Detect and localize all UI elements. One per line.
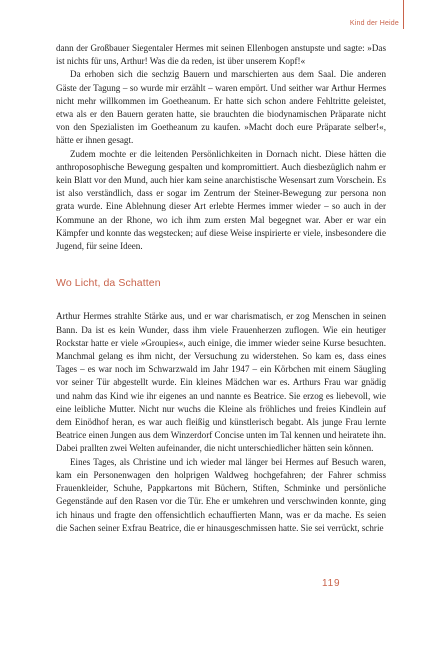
page-number: 119 (322, 578, 341, 589)
section-heading: Wo Licht, da Schatten (56, 277, 161, 290)
paragraph: Da erhoben sich die sechzig Bauern und marschierten aus dem Saal. Die anderen Gäste der Tagung – so wurde mir erzählt – waren empört. Und seither war Arthur Hermes nicht mehr willkommen im Goetheanum. Er hatte sich schon andere Fehltritte geleistet, etwa als er den Bauern geraten hatte, sie brauchten die biodynamischen Präparate nicht von den Spezialisten im Goetheanum zu kaufen. »Macht doch eure Präparate selber!«, hätte er ihnen gesagt. (56, 69, 386, 146)
paragraph: Arthur Hermes strahlte Stärke aus, und er war charismatisch, er zog Menschen in seinen Bann. Da ist es kein Wunder, dass ihm viele Frauenherzen zuflogen. Wie ein heutiger Rockstar hatte er viele »Groupies«, auch einige, die immer wieder seine Kurse besuchten. Manchmal gelang es ihm nicht, der Versuchung zu widerstehen. So kam es, dass eines Tages – es war noch im Schwarzwald im Jahr 1947 – ein Körbchen mit einem Säugling vor seiner Tür abgestellt wurde. Ein kleines Mädchen war es. Arthurs Frau war gnädig und nahm das Kind wie ihr eigenes an und nannte es Beatrice. Sie erzog es liebevoll, wie eine leibliche Mutter. Nicht nur wuchs die Kleine als fröhliches und freies Kindlein auf dem Einödhof heran, es war auch fleißig und künstlerisch begabt. Als junge Frau lernte Beatrice einen Jungen aus dem Winzerdorf Concise unten im Tal kennen und heiratete ihn. Dabei prallten zwei Welten aufeinander, die nicht unterschiedlicher hätten sein können. (56, 311, 386, 454)
paragraph: Eines Tages, als Christine und ich wieder mal länger bei Hermes auf Besuch waren, kam ein Personenwagen den holprigen Waldweg hochgefahren; der Fahrer schmiss Frauenkleider, Schuhe, Pappkartons mit Büchern, Stiften, Schminke und persönliche Gegenstände auf den Rasen vor die Tür. Ehe er umkehren und verschwinden konnte, ging ich hinaus und fragte den offensichtlich echauffierten Mann, was er da mache. Es seien die Sachen seiner Exfrau Beatrice, die er hinausgeschmissen hatte. Sie sei verrückt, schrie (56, 456, 386, 533)
running-head-rule (403, 0, 404, 29)
running-head: Kind der Heide (349, 20, 399, 27)
body-text (56, 42, 386, 535)
paragraph: dann der Großbauer Siegentaler Hermes mit seinen Ellenbogen anstupste und sagte: »Das ist nichts für uns, Arthur! Was die da reden, ist über unserem Kopf!« (56, 43, 386, 67)
paragraph: Zudem mochte er die leitenden Persönlichkeiten in Dornach nicht. Diese hätten die anthroposophische Bewegung gespalten und kompromittiert. Auch diesbezüglich nahm er kein Blatt vor den Mund, auch hier kam seine anarchistische Wesensart zum Vorschein. Es ist also verständlich, dass er sogar im Zentrum der Steiner-Bewegung zur persona non grata wurde. Eine Ablehnung dieser Art erlebte Hermes immer wieder – so auch in der Kommune an der Rhone, wo ich ihm zum ersten Mal begegnet war. Aber er war ein Kämpfer und konnte das wegstecken; auf diese Weise inspirierte er viele, insbesondere die Jugend, für seine Ideen. (56, 148, 386, 252)
